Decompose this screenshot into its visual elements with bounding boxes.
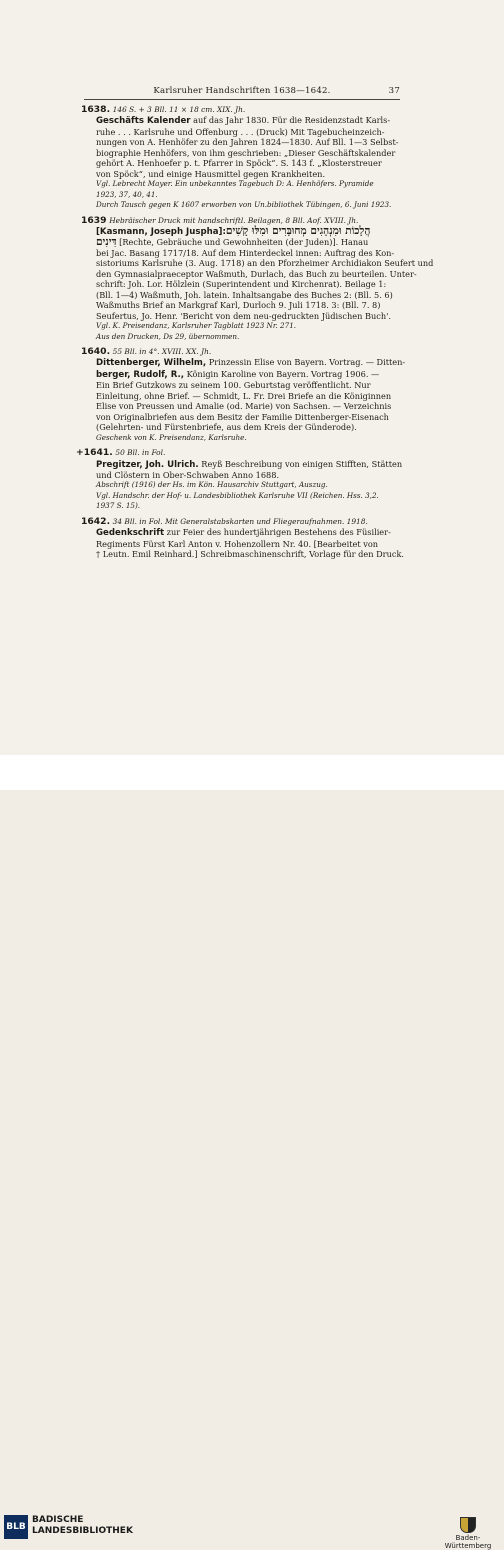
- catalog-entry: [76, 447, 403, 512]
- entry-text: (Bll. 1—4) Waßmuth, Joh. latein. Inhaltsangabe des Buches 2: (Bll. 5. 6): [96, 289, 393, 300]
- catalog-entry: [81, 104, 400, 211]
- entry-note: Aus den Drucken, Ds 29, übernommen.: [96, 331, 240, 341]
- catalog-entries: [76, 104, 434, 560]
- entry-heading: Geschäfts Kalender: [96, 116, 191, 127]
- state-crest-icon: [460, 1517, 476, 1533]
- hebrew-title: הֲלָכוֹת וּמִנְהָגִים מְחוּבָּרִים וּמִלּוּ קָשִׁים: [225, 224, 375, 237]
- entry-line: [84, 527, 400, 538]
- entry-line: [84, 357, 406, 369]
- footer-bar: [0, 755, 504, 1550]
- page-number: 37: [388, 86, 400, 96]
- entry-line: [84, 480, 400, 490]
- entry-text: nungen von A. Henhöfer zu den Jahren 1824—1830. Auf Bll. 1—3 Selbst-: [96, 137, 399, 148]
- entry-line: [81, 345, 400, 357]
- entry-text: den Gymnasialpraeceptor Waßmuth, Durlach, das Buch zu beurteilen. Unter-: [96, 268, 417, 279]
- entry-text: zur Feier des hundertjährigen Bestehens des Füsilier-: [164, 527, 391, 538]
- entry-line: [84, 226, 400, 237]
- entry-line: [84, 115, 400, 126]
- entry-text: [Rechte, Gebräuche und Gewohnheiten (der Juden)]. Hanau: [116, 237, 369, 248]
- entry-metadata: 50 Bll. in Fol.: [115, 448, 166, 458]
- entry-line: [84, 380, 400, 390]
- entry-text: und Clöstern in Ober-Schwaben Anno 1688.: [96, 469, 280, 480]
- entry-text: (Gelehrten- und Fürstenbriefe, aus dem Kreis der Günderode).: [96, 422, 357, 433]
- entry-metadata: 55 Bll. in 4°. XVIII. XX. Jh.: [112, 346, 212, 356]
- entry-heading: Pregitzer, Joh. Ulrich.: [96, 459, 199, 470]
- entry-line: [84, 391, 400, 401]
- entry-text: Prinzessin Elise von Bayern. Vortrag. — Ditten-: [206, 357, 406, 368]
- entry-line: [84, 501, 400, 511]
- entry-note: Vgl. K. Preisendanz, Karlsruher Tagblatt 1923 Nr. 271.: [96, 321, 297, 331]
- entry-line: [81, 104, 400, 115]
- entry-line: [84, 311, 400, 321]
- entry-line: [84, 422, 400, 432]
- entry-line: [84, 491, 400, 501]
- entry-note: Durch Tausch gegen K 1607 erworben von Un.bibliothek Tübingen, 6. Juni 1923.: [96, 200, 392, 210]
- header-title: Karlsruher Handschriften 1638—1642.: [153, 86, 331, 96]
- entry-text: † Leutn. Emil Reinhard.] Schreibmaschinenschrift, Vorlage für den Druck.: [96, 549, 405, 560]
- entry-line: [84, 539, 400, 549]
- entry-number: 1639: [81, 214, 107, 226]
- entry-text: Elise von Preussen und Amalie (od. Marie) von Sachsen. — Verzeichnis: [96, 401, 392, 412]
- entry-line: [76, 447, 400, 459]
- entry-text: von Originalbriefen aus dem Besitz der Familie Dittenberger-Eisenach: [96, 411, 389, 422]
- entry-text: ruhe . . . Karlsruhe und Offenburg . . . (Druck) Mit Tagebucheinzeich-: [96, 126, 385, 137]
- entry-line: [84, 401, 400, 411]
- entry-line: [84, 300, 400, 310]
- catalog-entry: [81, 214, 434, 342]
- entry-line: [84, 268, 417, 279]
- entry-heading: Dittenberger, Wilhelm,: [96, 358, 207, 369]
- entry-note: Vgl. Lebrecht Mayer. Ein unbekanntes Tagebuch D: A. Henhöfers. Pyramide: [96, 179, 374, 189]
- entry-text: Einleitung, ohne Brief. — Schmidt, L. Fr. Drei Briefe an die Königinnen: [96, 390, 392, 401]
- entry-line: [84, 369, 400, 380]
- entry-line: [84, 148, 400, 158]
- entry-heading: [Kasmann, Joseph Juspha]:: [96, 226, 226, 237]
- entry-note: Geschenk von K. Preisendanz, Karlsruhe.: [96, 432, 247, 442]
- entry-text: Seufertus, Jo. Henr. 'Bericht von dem neu-gedruckten Jüdischen Buch'.: [96, 310, 391, 321]
- entry-heading: Gedenkschrift: [96, 528, 165, 539]
- entry-line: [84, 549, 405, 560]
- hebrew-title: דִּינִים: [96, 236, 117, 249]
- entry-line: [84, 158, 400, 168]
- entry-number: 1638.: [81, 104, 111, 115]
- entry-line: [84, 412, 400, 422]
- entry-line: [84, 237, 400, 247]
- entry-note: 1937 S. 15).: [96, 501, 141, 511]
- entry-text: von Spöck“, und einige Hausmittel gegen Krankheiten.: [96, 168, 326, 179]
- entry-text: auf das Jahr 1830. Für die Residenzstadt Karls-: [190, 115, 391, 126]
- entry-note: Abschrift (1916) der Hs. im Kön. Hausarchiv Stuttgart, Auszug.: [96, 480, 328, 490]
- entry-line: [84, 433, 400, 443]
- entry-text: sistoriums Karlsruhe (3. Aug. 1718) an den Pforzheimer Archidiakon Seufert und: [96, 258, 434, 269]
- entry-line: [84, 127, 400, 137]
- entry-number: 1642.: [81, 515, 111, 527]
- entry-note: 1923, 37, 40, 41.: [96, 189, 158, 199]
- entry-line: [84, 470, 400, 480]
- entry-line: [81, 515, 400, 527]
- entry-text: Königin Karoline von Bayern. Vortrag 1906. —: [184, 368, 380, 379]
- entry-line: [84, 321, 400, 331]
- entry-metadata: Hebräischer Druck mit handschriftl. Beilagen, 8 Bll. Aof. XVIII. Jh.: [109, 215, 359, 225]
- entry-line: [84, 169, 400, 179]
- catalog-entry: [81, 515, 405, 560]
- library-name: BADISCHE LANDESBIBLIOTHEK: [32, 1515, 133, 1536]
- entry-heading: berger, Rudolf, R.,: [96, 369, 184, 380]
- entry-line: [84, 190, 400, 200]
- entry-text: Regiments Fürst Karl Anton v. Hohenzollern Nr. 40. [Bearbeitet von: [96, 538, 379, 549]
- entry-text: gehört A. Henhoefer p. t. Pfarrer in Spöck“. S. 143 f. „Klosterstreuer: [96, 158, 382, 169]
- state-logo: Baden-Württemberg: [438, 1517, 498, 1550]
- entry-line: [84, 290, 400, 300]
- entry-line: [84, 200, 400, 210]
- entry-metadata: 146 S. + 3 Bll. 11 × 18 cm. XIX. Jh.: [112, 105, 246, 114]
- entry-line: [84, 137, 400, 147]
- entry-number: 1640.: [81, 345, 111, 357]
- entry-line: [84, 279, 400, 289]
- entry-line: [84, 332, 400, 342]
- entry-text: Reyß Beschreibung von einigen Stifften, Stätten: [198, 458, 403, 469]
- entry-text: Ein Brief Gutzkows zu seinem 100. Geburtstag veröffentlicht. Nur: [96, 380, 371, 391]
- entry-line: [84, 179, 400, 189]
- header-rule: [84, 99, 400, 100]
- entry-line: [84, 248, 400, 258]
- entry-number: +1641.: [76, 447, 113, 459]
- entry-text: Waßmuths Brief an Markgraf Karl, Durloch 9. Juli 1718. 3: (Bll. 7. 8): [96, 300, 381, 311]
- entry-text: schrift: Joh. Lor. Hölzlein (Superintendent und Kirchenrat). Beilage 1:: [96, 279, 387, 290]
- entry-metadata: 34 Bll. in Fol. Mit Generalstabskarten und Fliegeraufnahmen. 1918.: [112, 516, 368, 526]
- entry-line: [84, 458, 403, 470]
- document-page: [0, 0, 504, 755]
- entry-text: bei Jac. Basang 1717/18. Auf dem Hinterdeckel innen: Auftrag des Kon-: [96, 247, 395, 258]
- blb-logo: BLB: [4, 1515, 28, 1539]
- entry-line: [84, 258, 434, 269]
- catalog-entry: [81, 345, 406, 443]
- entry-text: biographie Henhöfers, von ihm geschrieben: „Dieser Geschäftskalender: [96, 147, 396, 158]
- entry-note: Vgl. Handschr. der Hof- u. Landesbibliothek Karlsruhe VII (Reichen. Hss. 3,2.: [96, 490, 379, 500]
